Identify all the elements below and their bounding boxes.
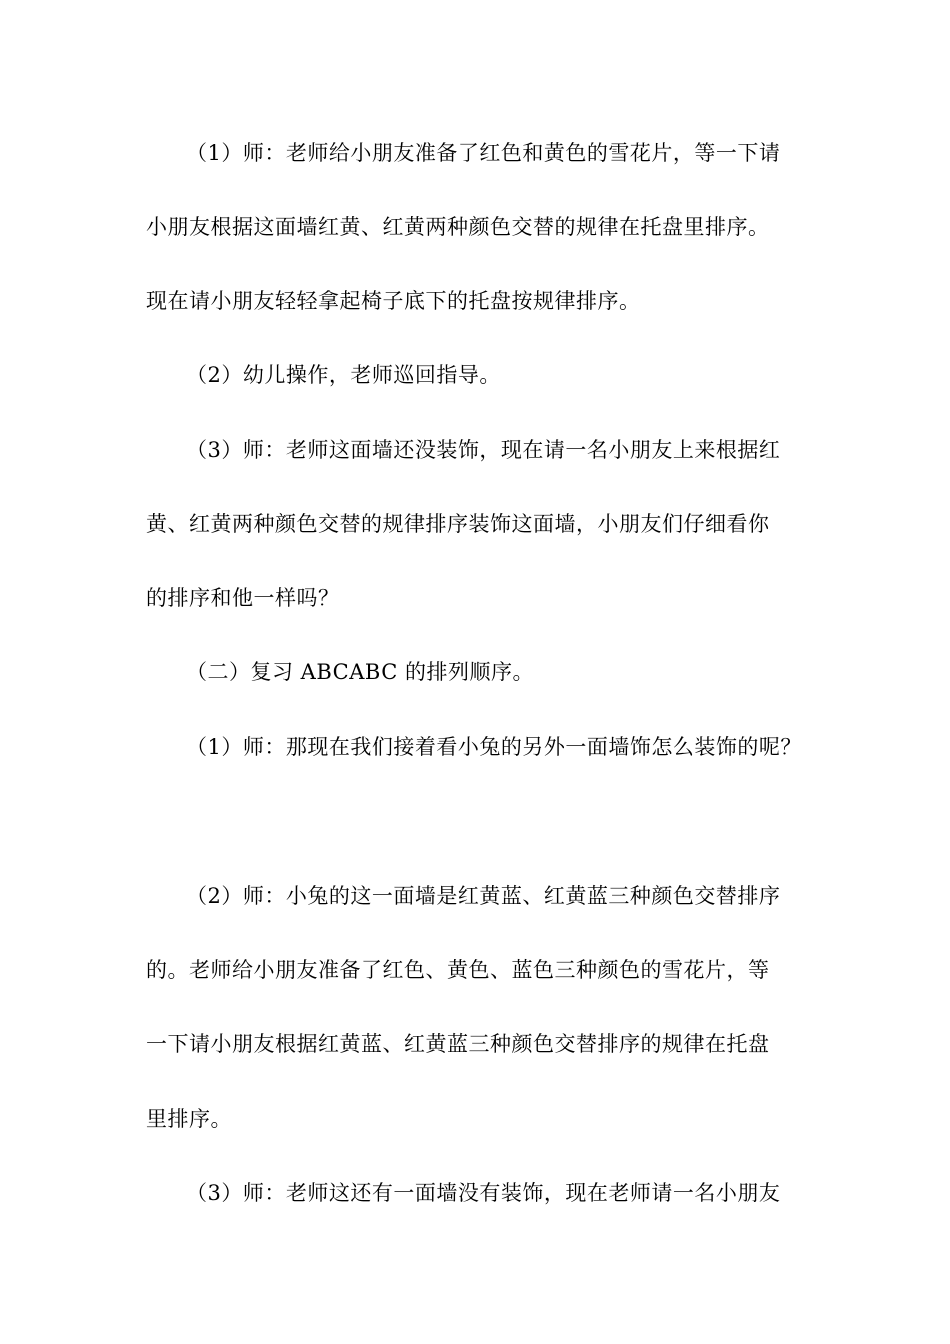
paragraph-line-9: （1）师：那现在我们接着看小兔的另外一面墙饰怎么装饰的呢？ xyxy=(186,735,802,759)
paragraph-line-2: 小朋友根据这面墙红黄、红黄两种颜色交替的规律在托盘里排序。 xyxy=(146,215,770,239)
paragraph-line-13: 里排序。 xyxy=(146,1107,232,1131)
paragraph-line-1: （1）师：老师给小朋友准备了红色和黄色的雪花片，等一下请 xyxy=(186,141,781,165)
paragraph-line-10: （2）师：小兔的这一面墙是红黄蓝、红黄蓝三种颜色交替排序 xyxy=(186,884,781,908)
paragraph-line-6: 黄、红黄两种颜色交替的规律排序装饰这面墙，小朋友们仔细看你 xyxy=(146,512,770,536)
paragraph-line-12: 一下请小朋友根据红黄蓝、红黄蓝三种颜色交替排序的规律在托盘 xyxy=(146,1032,770,1056)
paragraph-line-14: （3）师：老师这还有一面墙没有装饰，现在老师请一名小朋友 xyxy=(186,1181,781,1205)
paragraph-line-5: （3）师：老师这面墙还没装饰，现在请一名小朋友上来根据红 xyxy=(186,438,781,462)
paragraph-line-7: 的排序和他一样吗？ xyxy=(146,586,340,610)
section-heading: （二）复习 ABCABC 的排列顺序。 xyxy=(186,660,534,684)
paragraph-line-4: （2）幼儿操作，老师巡回指导。 xyxy=(186,363,501,387)
paragraph-line-11: 的。老师给小朋友准备了红色、黄色、蓝色三种颜色的雪花片，等 xyxy=(146,958,770,982)
paragraph-line-3: 现在请小朋友轻轻拿起椅子底下的托盘按规律排序。 xyxy=(146,289,641,313)
